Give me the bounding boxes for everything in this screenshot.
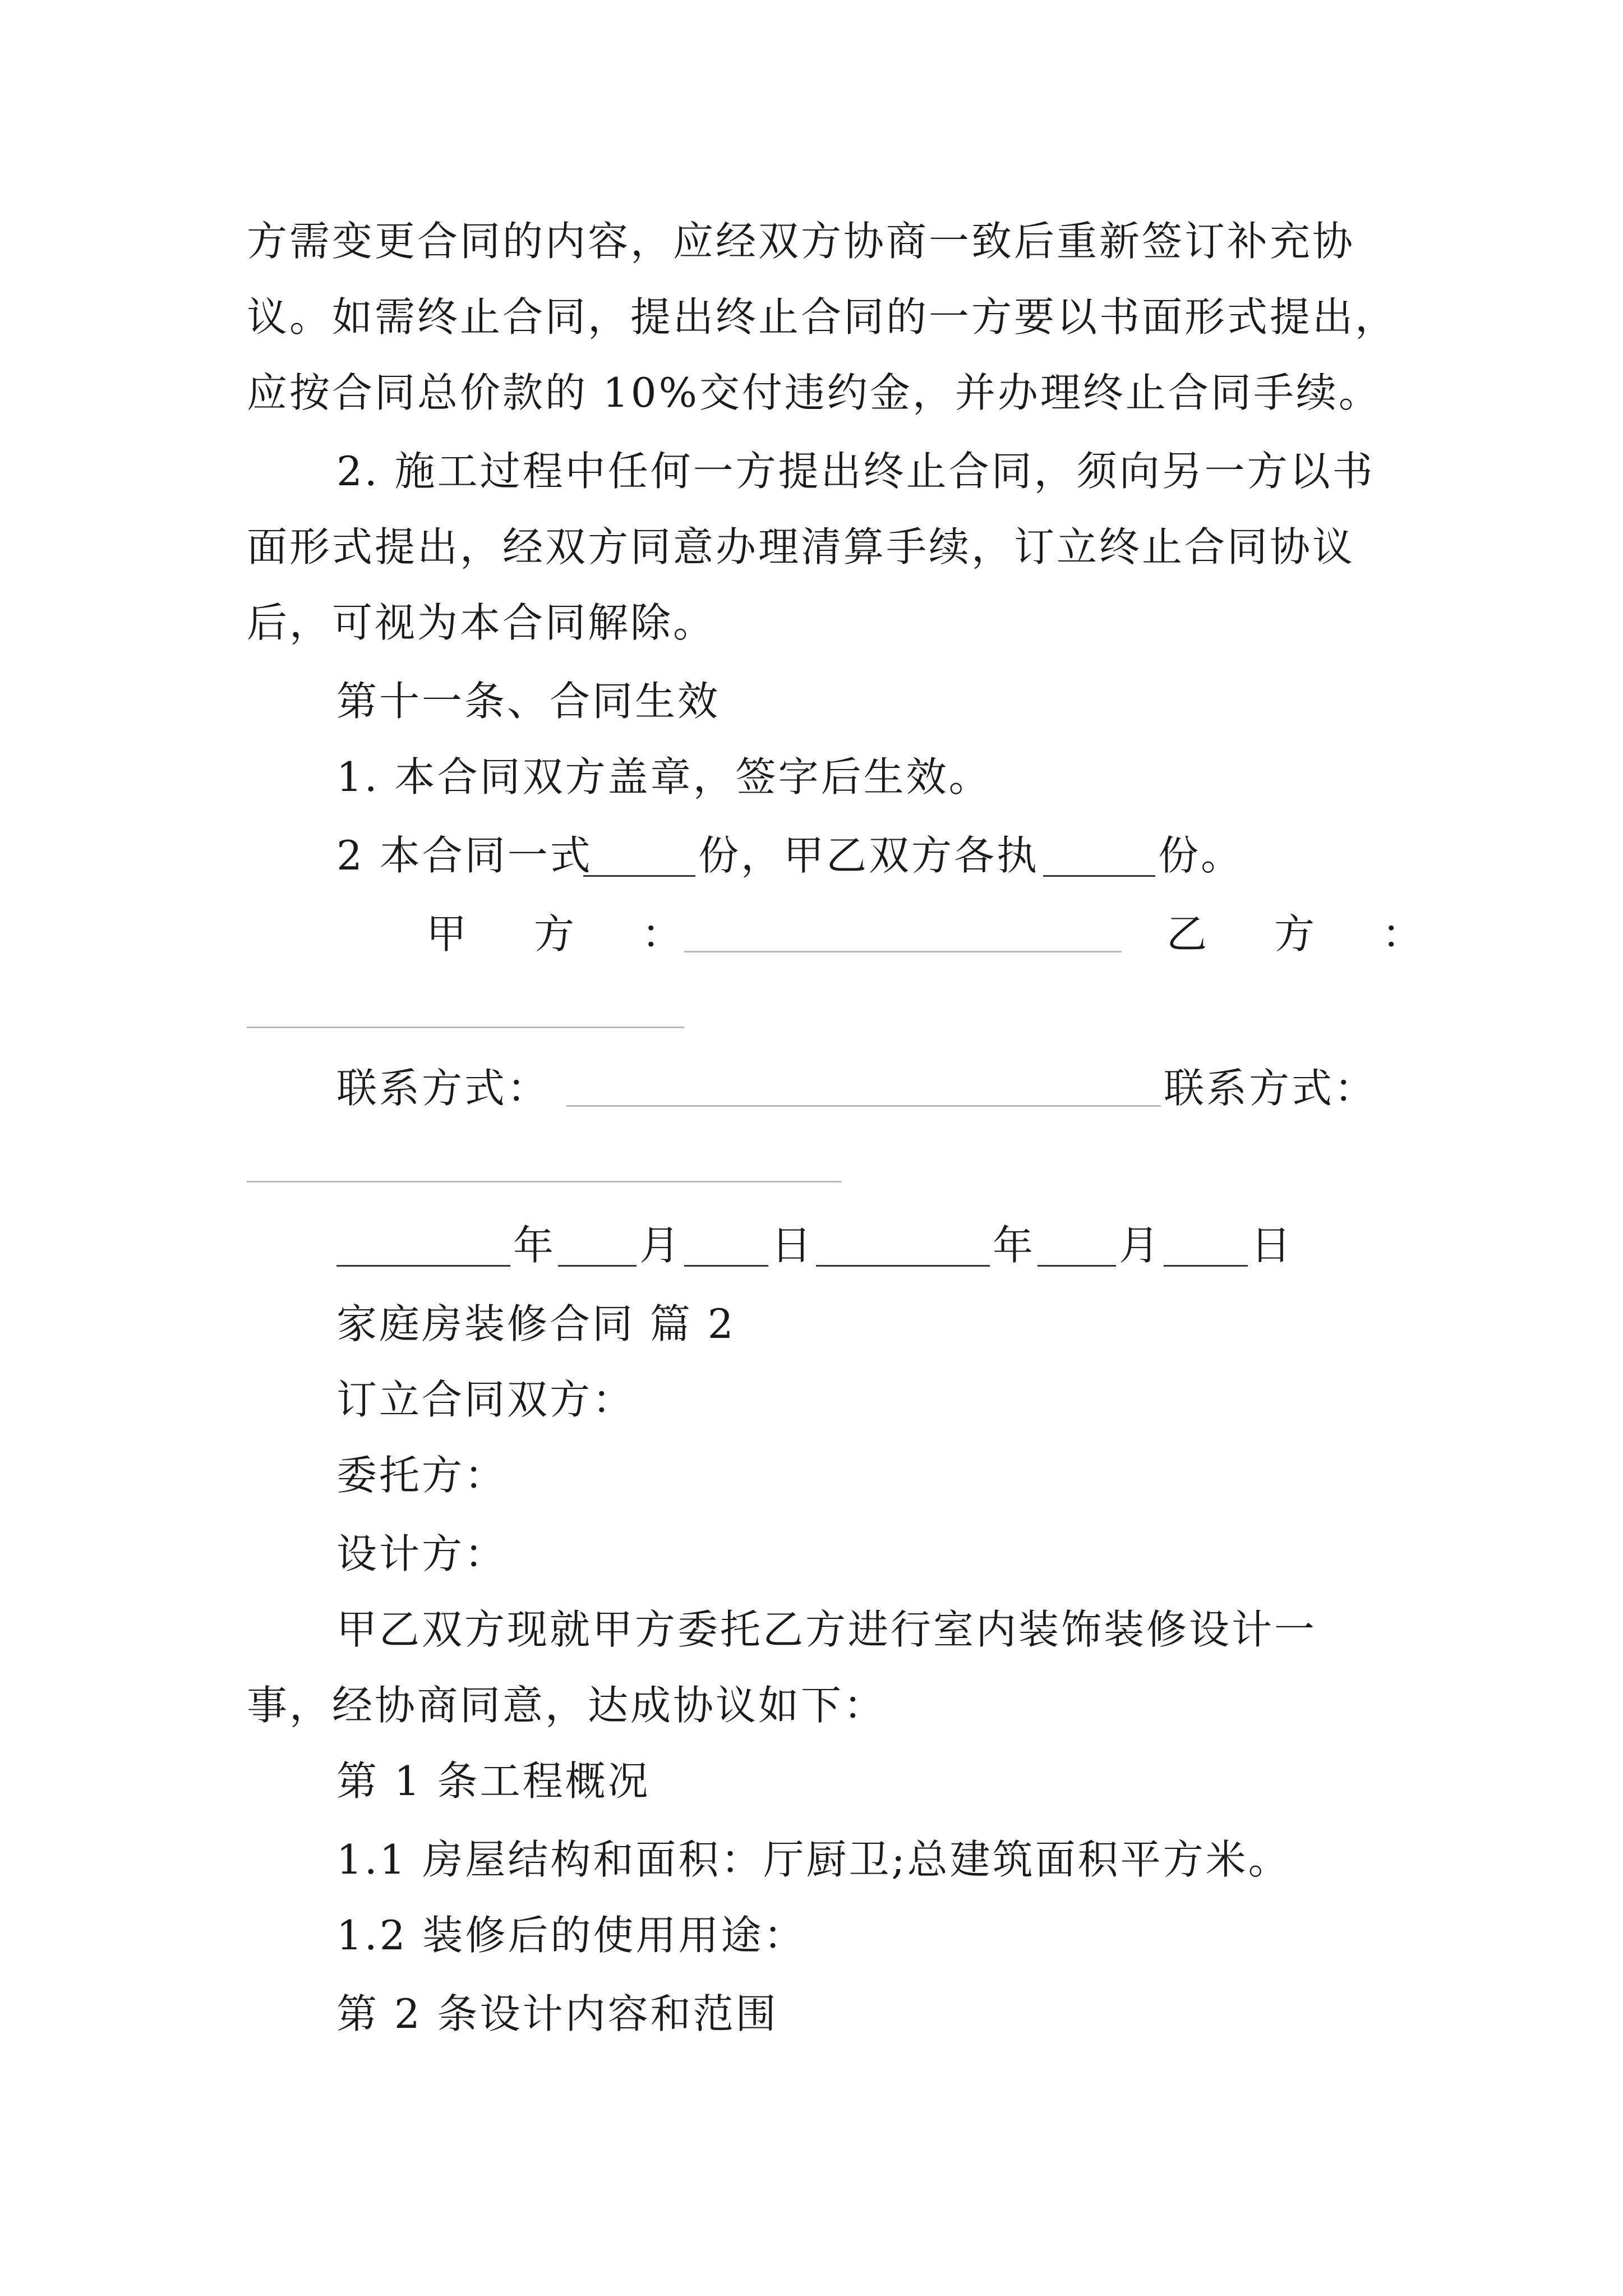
- contract-parties-label: 订立合同双方：: [336, 1376, 635, 1423]
- clause-1-line: 1. 本合同双方盖章，签字后生效。: [336, 753, 992, 800]
- paragraph-line: 面形式提出，经双方同意办理清算手续，订立终止合同协议: [247, 523, 1355, 570]
- contact-b-blank: [247, 1181, 841, 1182]
- paragraph-line: 事，经协商同意，达成协议如下：: [247, 1682, 887, 1729]
- date-b-month-blank: [1038, 1265, 1116, 1267]
- contact-a-blank: [566, 1105, 1161, 1107]
- date-a-day-blank: [684, 1265, 768, 1267]
- paragraph-line: 方需变更合同的内容，应经双方协商一致后重新签订补充协: [247, 218, 1355, 265]
- client-label: 委托方：: [336, 1452, 508, 1499]
- date-a-year: 年: [513, 1222, 556, 1269]
- date-a-month: 月: [639, 1222, 683, 1269]
- date-a-month-blank: [558, 1265, 637, 1267]
- paragraph-line: 议。如需终止合同，提出终止合同的一方要以书面形式提出，: [247, 293, 1398, 341]
- section-2-title: 家庭房装修合同 篇 2: [336, 1300, 736, 1347]
- paragraph-line: 应按合同总价款的 10%交付违约金，并办理终止合同手续。: [247, 369, 1381, 416]
- paragraph-line: 后，可视为本合同解除。: [247, 599, 716, 646]
- date-a-year-blank: [336, 1265, 510, 1267]
- date-b-month: 月: [1119, 1222, 1162, 1269]
- date-b-year: 年: [993, 1222, 1036, 1269]
- party-a-blank: [684, 951, 1122, 953]
- article-1-heading: 第 1 条工程概况: [336, 1757, 651, 1805]
- designer-label: 设计方：: [336, 1530, 508, 1577]
- clause-1-2-line: 1.2 装修后的使用用途：: [336, 1912, 806, 1959]
- copies-prefix: 2 本合同一式: [336, 832, 593, 879]
- article-11-heading: 第十一条、合同生效: [336, 678, 721, 725]
- copies-middle: 份，甲乙双方各执: [698, 832, 1040, 879]
- copies-each-blank: [1043, 875, 1155, 877]
- copies-suffix: 份。: [1158, 832, 1244, 879]
- paragraph-line: 甲乙双方现就甲方委托乙方进行室内装饰装修设计一: [336, 1606, 1317, 1653]
- date-b-year-blank: [816, 1265, 990, 1267]
- party-a-label: 甲 方 ：: [426, 910, 696, 958]
- article-2-heading: 第 2 条设计内容和范围: [336, 1990, 778, 2037]
- contact-b-label: 联系方式：: [1164, 1065, 1377, 1112]
- copies-total-blank: [583, 875, 695, 877]
- party-b-label: 乙 方 ：: [1166, 910, 1436, 958]
- date-b-day: 日: [1251, 1222, 1294, 1269]
- date-b-day-blank: [1164, 1265, 1248, 1267]
- clause-2-line: 2. 施工过程中任何一方提出终止合同，须向另一方以书: [336, 448, 1375, 495]
- party-b-blank: [247, 1027, 684, 1028]
- date-a-day: 日: [771, 1222, 814, 1269]
- contact-a-label: 联系方式：: [336, 1065, 550, 1112]
- clause-1-1-line: 1.1 房屋结构和面积：厅厨卫;总建筑面积平方米。: [336, 1836, 1291, 1883]
